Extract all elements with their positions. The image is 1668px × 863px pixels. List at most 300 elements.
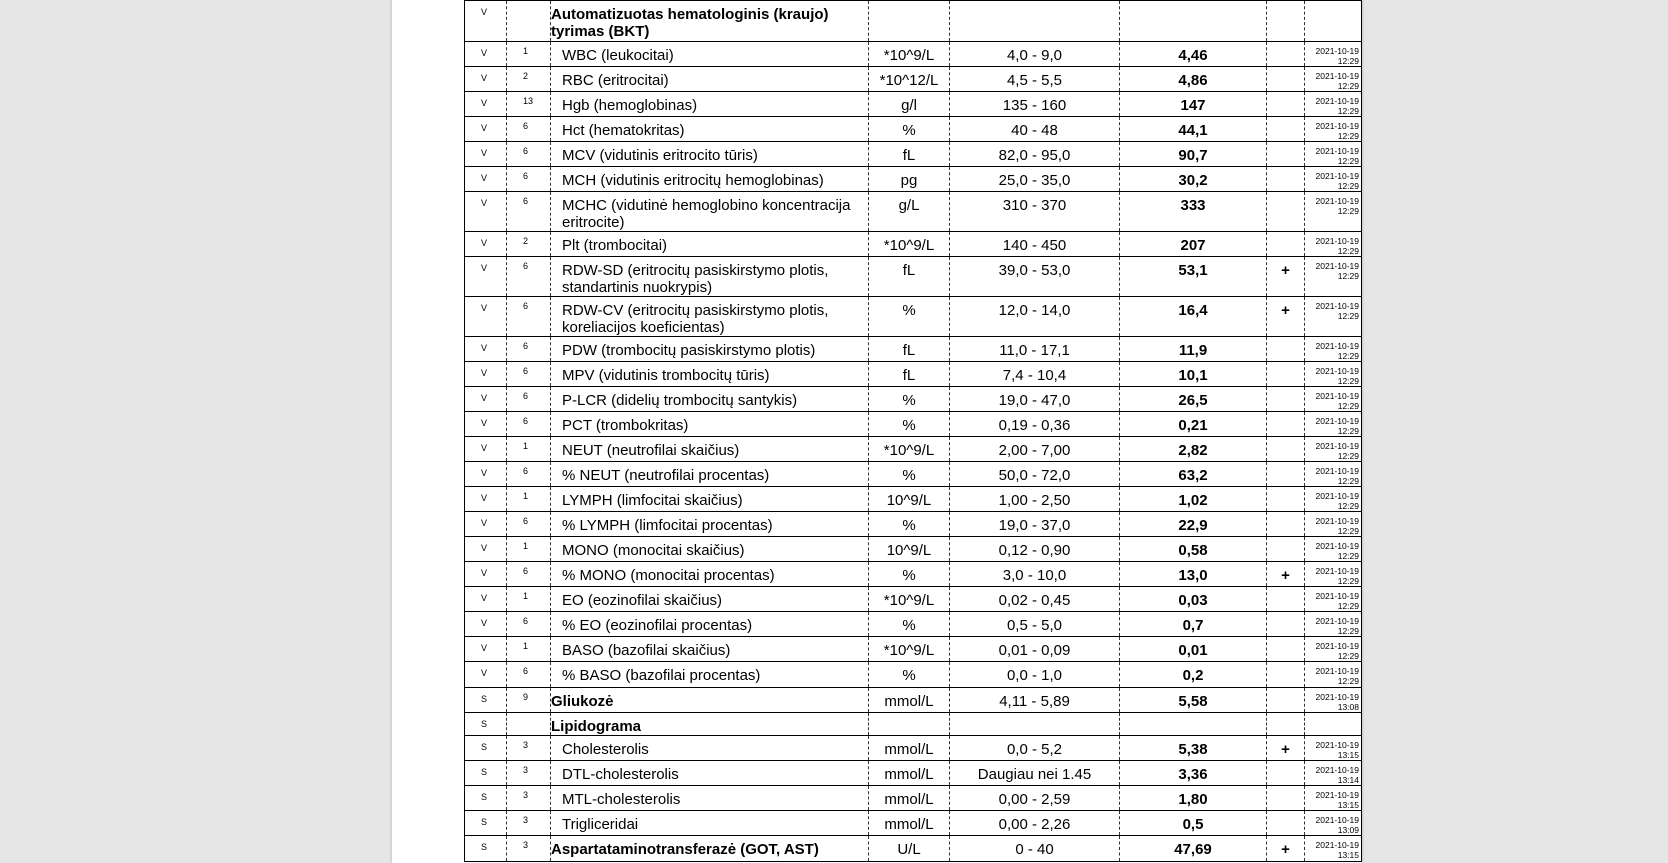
- result-date: 2021-10-19: [1315, 301, 1359, 311]
- result-date: 2021-10-19: [1315, 391, 1359, 401]
- test-name: Plt (trombocitai): [551, 232, 869, 257]
- result-date: 2021-10-19: [1315, 591, 1359, 601]
- abnormal-flag: +: [1267, 836, 1305, 862]
- abnormal-flag: [1267, 537, 1305, 562]
- test-unit: [869, 713, 950, 736]
- table-row: [465, 362, 1362, 387]
- result-datetime: [1305, 142, 1362, 167]
- abnormal-flag: [1267, 387, 1305, 412]
- reference-range: 11,0 - 17,1: [950, 337, 1120, 362]
- result-date: 2021-10-19: [1315, 491, 1359, 501]
- reference-range: 0,19 - 0,36: [950, 412, 1120, 437]
- test-name: P-LCR (didelių trombocitų santykis): [551, 387, 869, 412]
- result-date: 2021-10-19: [1315, 236, 1359, 246]
- result-time: 12:29: [1337, 180, 1359, 191]
- section-header-row: [465, 836, 1362, 862]
- test-unit: %: [869, 462, 950, 487]
- test-result: 47,69: [1120, 836, 1267, 862]
- table-row: [465, 487, 1362, 512]
- test-name: % EO (eozinofilai procentas): [551, 612, 869, 637]
- reference-range: 4,0 - 9,0: [950, 42, 1120, 67]
- row-count: 6: [507, 412, 551, 437]
- test-result: 147: [1120, 92, 1267, 117]
- table-row: [465, 192, 1362, 232]
- result-datetime: [1305, 612, 1362, 637]
- row-flag: V: [465, 167, 507, 192]
- abnormal-flag: [1267, 117, 1305, 142]
- test-name: WBC (leukocitai): [551, 42, 869, 67]
- result-date: 2021-10-19: [1315, 641, 1359, 651]
- result-datetime: [1305, 297, 1362, 337]
- result-datetime: [1305, 688, 1362, 713]
- test-unit: %: [869, 297, 950, 337]
- test-result: 207: [1120, 232, 1267, 257]
- result-time: 13:15: [1337, 849, 1359, 860]
- table-row: [465, 462, 1362, 487]
- row-flag: V: [465, 67, 507, 92]
- test-result: 53,1: [1120, 257, 1267, 297]
- table-row: [465, 232, 1362, 257]
- result-datetime: [1305, 232, 1362, 257]
- result-datetime: [1305, 736, 1362, 761]
- result-time: 12:29: [1337, 450, 1359, 461]
- reference-range: 0,01 - 0,09: [950, 637, 1120, 662]
- reference-range: 135 - 160: [950, 92, 1120, 117]
- result-date: 2021-10-19: [1315, 171, 1359, 181]
- test-name: % LYMPH (limfocitai procentas): [551, 512, 869, 537]
- result-time: 12:29: [1337, 525, 1359, 536]
- table-row: [465, 142, 1362, 167]
- row-count: 6: [507, 192, 551, 232]
- abnormal-flag: [1267, 412, 1305, 437]
- result-datetime: [1305, 257, 1362, 297]
- result-date: 2021-10-19: [1315, 765, 1359, 775]
- result-time: 12:29: [1337, 270, 1359, 281]
- table-row: [465, 92, 1362, 117]
- test-name: PCT (trombokritas): [551, 412, 869, 437]
- test-unit: %: [869, 562, 950, 587]
- reference-range: 4,11 - 5,89: [950, 688, 1120, 713]
- row-count: 1: [507, 537, 551, 562]
- test-result: 1,80: [1120, 786, 1267, 811]
- result-datetime: [1305, 92, 1362, 117]
- abnormal-flag: [1267, 337, 1305, 362]
- test-name: NEUT (neutrofilai skaičius): [551, 437, 869, 462]
- result-date: 2021-10-19: [1315, 416, 1359, 426]
- result-datetime: [1305, 42, 1362, 67]
- result-time: 12:29: [1337, 80, 1359, 91]
- result-time: 12:29: [1337, 310, 1359, 321]
- row-count: 3: [507, 786, 551, 811]
- row-flag: V: [465, 1, 507, 42]
- row-count: 1: [507, 437, 551, 462]
- row-count: 13: [507, 92, 551, 117]
- test-unit: *10^9/L: [869, 232, 950, 257]
- row-flag: S: [465, 713, 507, 736]
- reference-range: [950, 1, 1120, 42]
- test-unit: g/l: [869, 92, 950, 117]
- abnormal-flag: +: [1267, 297, 1305, 337]
- table-row: [465, 761, 1362, 786]
- result-date: 2021-10-19: [1315, 46, 1359, 56]
- test-name: MONO (monocitai skaičius): [551, 537, 869, 562]
- row-flag: V: [465, 337, 507, 362]
- result-datetime: [1305, 387, 1362, 412]
- test-result: 22,9: [1120, 512, 1267, 537]
- result-date: 2021-10-19: [1315, 740, 1359, 750]
- result-datetime: [1305, 562, 1362, 587]
- test-unit: *10^9/L: [869, 42, 950, 67]
- reference-range: 50,0 - 72,0: [950, 462, 1120, 487]
- abnormal-flag: [1267, 192, 1305, 232]
- abnormal-flag: [1267, 142, 1305, 167]
- test-unit: mmol/L: [869, 786, 950, 811]
- row-count: 1: [507, 637, 551, 662]
- result-datetime: [1305, 512, 1362, 537]
- test-unit: %: [869, 662, 950, 688]
- result-datetime: [1305, 67, 1362, 92]
- result-time: 12:29: [1337, 400, 1359, 411]
- result-datetime: [1305, 761, 1362, 786]
- test-result: 16,4: [1120, 297, 1267, 337]
- test-unit: mmol/L: [869, 688, 950, 713]
- abnormal-flag: [1267, 92, 1305, 117]
- test-name: RBC (eritrocitai): [551, 67, 869, 92]
- result-datetime: [1305, 437, 1362, 462]
- test-result: 0,7: [1120, 612, 1267, 637]
- result-time: 12:29: [1337, 130, 1359, 141]
- result-datetime: [1305, 537, 1362, 562]
- reference-range: 40 - 48: [950, 117, 1120, 142]
- reference-range: 0,5 - 5,0: [950, 612, 1120, 637]
- test-result: 0,21: [1120, 412, 1267, 437]
- reference-range: 0,02 - 0,45: [950, 587, 1120, 612]
- test-name: Hgb (hemoglobinas): [551, 92, 869, 117]
- abnormal-flag: [1267, 487, 1305, 512]
- row-flag: V: [465, 232, 507, 257]
- test-result: 11,9: [1120, 337, 1267, 362]
- test-result: 2,82: [1120, 437, 1267, 462]
- test-result: 0,2: [1120, 662, 1267, 688]
- reference-range: 3,0 - 10,0: [950, 562, 1120, 587]
- result-date: 2021-10-19: [1315, 196, 1359, 206]
- reference-range: 0,00 - 2,59: [950, 786, 1120, 811]
- result-time: 12:29: [1337, 105, 1359, 116]
- test-unit: [869, 1, 950, 42]
- table-row: [465, 297, 1362, 337]
- table-row: [465, 612, 1362, 637]
- test-name: BASO (bazofilai skaičius): [551, 637, 869, 662]
- reference-range: 0,12 - 0,90: [950, 537, 1120, 562]
- test-result: 0,01: [1120, 637, 1267, 662]
- test-result: 0,58: [1120, 537, 1267, 562]
- result-time: 12:29: [1337, 625, 1359, 636]
- abnormal-flag: [1267, 688, 1305, 713]
- test-name: Hct (hematokritas): [551, 117, 869, 142]
- table-row: [465, 412, 1362, 437]
- row-count: [507, 713, 551, 736]
- result-datetime: [1305, 587, 1362, 612]
- result-date: 2021-10-19: [1315, 692, 1359, 702]
- result-datetime: [1305, 811, 1362, 836]
- row-count: 3: [507, 736, 551, 761]
- test-name: Gliukozė: [551, 688, 869, 713]
- result-datetime: [1305, 713, 1362, 736]
- result-date: 2021-10-19: [1315, 616, 1359, 626]
- result-date: 2021-10-19: [1315, 366, 1359, 376]
- reference-range: 1,00 - 2,50: [950, 487, 1120, 512]
- result-date: 2021-10-19: [1315, 341, 1359, 351]
- row-flag: V: [465, 412, 507, 437]
- result-datetime: [1305, 786, 1362, 811]
- test-result: 0,03: [1120, 587, 1267, 612]
- reference-range: 2,00 - 7,00: [950, 437, 1120, 462]
- table-row: [465, 67, 1362, 92]
- row-flag: V: [465, 437, 507, 462]
- row-count: 6: [507, 362, 551, 387]
- test-unit: g/L: [869, 192, 950, 232]
- row-flag: V: [465, 612, 507, 637]
- result-date: 2021-10-19: [1315, 121, 1359, 131]
- test-name: MPV (vidutinis trombocitų tūris): [551, 362, 869, 387]
- reference-range: 82,0 - 95,0: [950, 142, 1120, 167]
- row-flag: S: [465, 786, 507, 811]
- row-flag: V: [465, 662, 507, 688]
- test-unit: fL: [869, 257, 950, 297]
- result-time: 12:29: [1337, 245, 1359, 256]
- row-count: 6: [507, 297, 551, 337]
- result-time: 12:29: [1337, 600, 1359, 611]
- row-count: 6: [507, 117, 551, 142]
- result-date: 2021-10-19: [1315, 666, 1359, 676]
- test-result: 4,86: [1120, 67, 1267, 92]
- result-datetime: [1305, 167, 1362, 192]
- test-unit: pg: [869, 167, 950, 192]
- result-date: 2021-10-19: [1315, 261, 1359, 271]
- abnormal-flag: [1267, 362, 1305, 387]
- table-row: [465, 662, 1362, 688]
- abnormal-flag: [1267, 67, 1305, 92]
- abnormal-flag: +: [1267, 562, 1305, 587]
- test-unit: %: [869, 117, 950, 142]
- lab-results-table: [464, 0, 1362, 862]
- row-flag: V: [465, 462, 507, 487]
- result-datetime: [1305, 487, 1362, 512]
- row-count: 1: [507, 487, 551, 512]
- reference-range: 310 - 370: [950, 192, 1120, 232]
- test-result: [1120, 713, 1267, 736]
- row-count: 6: [507, 662, 551, 688]
- result-time: 12:29: [1337, 550, 1359, 561]
- result-date: 2021-10-19: [1315, 71, 1359, 81]
- result-datetime: [1305, 637, 1362, 662]
- row-flag: V: [465, 512, 507, 537]
- table-row: [465, 437, 1362, 462]
- table-row: [465, 562, 1362, 587]
- result-time: 12:29: [1337, 350, 1359, 361]
- test-result: 30,2: [1120, 167, 1267, 192]
- result-date: 2021-10-19: [1315, 840, 1359, 850]
- test-unit: %: [869, 387, 950, 412]
- row-count: 6: [507, 562, 551, 587]
- test-unit: fL: [869, 142, 950, 167]
- reference-range: 0,0 - 5,2: [950, 736, 1120, 761]
- row-count: 1: [507, 42, 551, 67]
- reference-range: 0,0 - 1,0: [950, 662, 1120, 688]
- result-datetime: [1305, 462, 1362, 487]
- row-flag: S: [465, 761, 507, 786]
- document-page: [392, 0, 1362, 863]
- result-time: 12:29: [1337, 475, 1359, 486]
- reference-range: 140 - 450: [950, 232, 1120, 257]
- test-name: MCHC (vidutinė hemoglobino koncentracija eritrocite): [551, 192, 869, 232]
- table-row: [465, 736, 1362, 761]
- row-count: 6: [507, 167, 551, 192]
- result-time: 12:29: [1337, 575, 1359, 586]
- test-unit: fL: [869, 337, 950, 362]
- abnormal-flag: +: [1267, 257, 1305, 297]
- result-date: 2021-10-19: [1315, 96, 1359, 106]
- reference-range: Daugiau nei 1.45: [950, 761, 1120, 786]
- reference-range: 12,0 - 14,0: [950, 297, 1120, 337]
- test-result: 26,5: [1120, 387, 1267, 412]
- test-name: DTL-cholesterolis: [551, 761, 869, 786]
- test-result: 44,1: [1120, 117, 1267, 142]
- test-name: EO (eozinofilai skaičius): [551, 587, 869, 612]
- test-unit: *10^9/L: [869, 587, 950, 612]
- result-date: 2021-10-19: [1315, 566, 1359, 576]
- test-unit: %: [869, 612, 950, 637]
- result-time: 12:29: [1337, 500, 1359, 511]
- reference-range: 7,4 - 10,4: [950, 362, 1120, 387]
- result-time: 13:09: [1337, 824, 1359, 835]
- row-flag: V: [465, 362, 507, 387]
- result-datetime: [1305, 117, 1362, 142]
- table-row: [465, 512, 1362, 537]
- test-name: PDW (trombocitų pasiskirstymo plotis): [551, 337, 869, 362]
- result-time: 12:29: [1337, 375, 1359, 386]
- row-count: 9: [507, 688, 551, 713]
- reference-range: 25,0 - 35,0: [950, 167, 1120, 192]
- test-result: 10,1: [1120, 362, 1267, 387]
- row-flag: V: [465, 487, 507, 512]
- result-datetime: [1305, 192, 1362, 232]
- test-result: 4,46: [1120, 42, 1267, 67]
- reference-range: 39,0 - 53,0: [950, 257, 1120, 297]
- result-datetime: [1305, 662, 1362, 688]
- test-unit: %: [869, 512, 950, 537]
- test-name: Aspartataminotransferazė (GOT, AST): [551, 836, 869, 862]
- table-row: [465, 786, 1362, 811]
- test-unit: *10^12/L: [869, 67, 950, 92]
- row-flag: S: [465, 736, 507, 761]
- row-flag: S: [465, 811, 507, 836]
- abnormal-flag: [1267, 662, 1305, 688]
- reference-range: 19,0 - 47,0: [950, 387, 1120, 412]
- row-flag: V: [465, 562, 507, 587]
- result-date: 2021-10-19: [1315, 790, 1359, 800]
- result-date: 2021-10-19: [1315, 541, 1359, 551]
- table-row: [465, 167, 1362, 192]
- result-time: 12:29: [1337, 675, 1359, 686]
- row-flag: V: [465, 92, 507, 117]
- row-count: 1: [507, 587, 551, 612]
- abnormal-flag: [1267, 437, 1305, 462]
- test-unit: mmol/L: [869, 811, 950, 836]
- reference-range: 0,00 - 2,26: [950, 811, 1120, 836]
- reference-range: 19,0 - 37,0: [950, 512, 1120, 537]
- result-time: 12:29: [1337, 205, 1359, 216]
- test-name: % NEUT (neutrofilai procentas): [551, 462, 869, 487]
- result-time: 12:29: [1337, 55, 1359, 66]
- abnormal-flag: [1267, 462, 1305, 487]
- abnormal-flag: [1267, 612, 1305, 637]
- row-flag: V: [465, 637, 507, 662]
- result-time: 12:29: [1337, 650, 1359, 661]
- reference-range: 4,5 - 5,5: [950, 67, 1120, 92]
- test-name: LYMPH (limfocitai skaičius): [551, 487, 869, 512]
- row-count: 6: [507, 387, 551, 412]
- test-unit: %: [869, 412, 950, 437]
- row-flag: V: [465, 257, 507, 297]
- result-date: 2021-10-19: [1315, 146, 1359, 156]
- row-count: [507, 1, 551, 42]
- table-row: [465, 811, 1362, 836]
- row-flag: V: [465, 42, 507, 67]
- table-row: [465, 257, 1362, 297]
- test-result: 0,5: [1120, 811, 1267, 836]
- row-count: 3: [507, 836, 551, 862]
- abnormal-flag: [1267, 232, 1305, 257]
- test-name: Automatizuotas hematologinis (kraujo) tyrimas (BKT): [551, 1, 869, 42]
- row-flag: S: [465, 688, 507, 713]
- row-flag: V: [465, 117, 507, 142]
- abnormal-flag: [1267, 811, 1305, 836]
- abnormal-flag: +: [1267, 736, 1305, 761]
- test-result: 63,2: [1120, 462, 1267, 487]
- result-datetime: [1305, 412, 1362, 437]
- abnormal-flag: [1267, 167, 1305, 192]
- row-flag: S: [465, 836, 507, 862]
- row-flag: V: [465, 537, 507, 562]
- test-result: 90,7: [1120, 142, 1267, 167]
- row-flag: V: [465, 387, 507, 412]
- test-name: % BASO (bazofilai procentas): [551, 662, 869, 688]
- test-name: Trigliceridai: [551, 811, 869, 836]
- row-flag: V: [465, 142, 507, 167]
- test-result: 3,36: [1120, 761, 1267, 786]
- abnormal-flag: [1267, 713, 1305, 736]
- section-header-row: [465, 1, 1362, 42]
- section-header-row: [465, 713, 1362, 736]
- test-name: % MONO (monocitai procentas): [551, 562, 869, 587]
- row-count: 6: [507, 337, 551, 362]
- result-time: 13:15: [1337, 749, 1359, 760]
- result-time: 13:14: [1337, 774, 1359, 785]
- test-name: MCV (vidutinis eritrocito tūris): [551, 142, 869, 167]
- result-datetime: [1305, 836, 1362, 862]
- table-row: [465, 637, 1362, 662]
- row-count: 6: [507, 257, 551, 297]
- test-result: 5,38: [1120, 736, 1267, 761]
- abnormal-flag: [1267, 761, 1305, 786]
- test-name: RDW-SD (eritrocitų pasiskirstymo plotis, standartinis nuokrypis): [551, 257, 869, 297]
- result-datetime: [1305, 1, 1362, 42]
- test-unit: mmol/L: [869, 736, 950, 761]
- test-unit: U/L: [869, 836, 950, 862]
- test-result: 333: [1120, 192, 1267, 232]
- table-row: [465, 117, 1362, 142]
